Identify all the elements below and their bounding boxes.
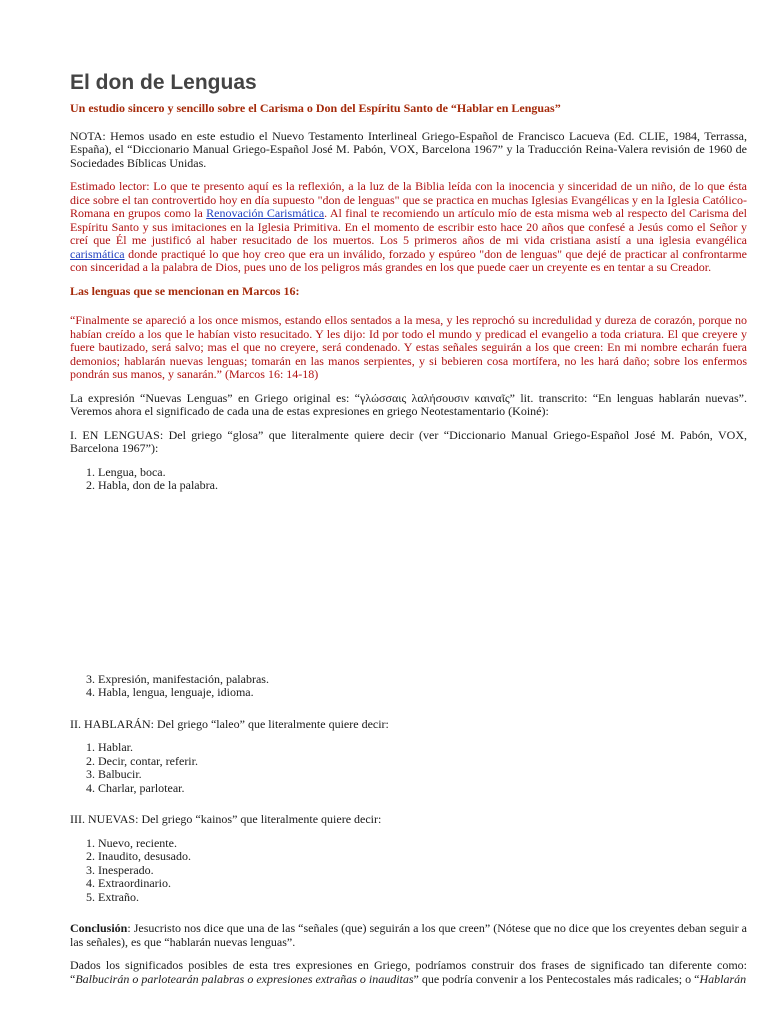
- section-heading-marcos: Las lenguas que se mencionan en Marcos 16:: [70, 283, 300, 298]
- list-item: 1. Nuevo, reciente.: [98, 837, 747, 851]
- list-item: 1. Lengua, boca.: [98, 466, 747, 480]
- page-title: El don de Lenguas: [70, 71, 257, 94]
- hablaran-intro: II. HABLARÁN: Del griego “laleo” que literalmente quiere decir:: [70, 716, 389, 731]
- list-item: 4. Extraordinario.: [98, 877, 747, 891]
- nuevas-intro: III. NUEVAS: Del griego “kainos” que literalmente quiere decir:: [70, 812, 382, 826]
- conclusion-paragraph: [70, 922, 747, 949]
- blank-space: [70, 505, 747, 673]
- hablaran-list: [70, 741, 747, 795]
- intro-text-3: donde practiqué lo que hoy creo que era un inválido, forzado y espúreo "don de lenguas" que dejé de practicar al confrontarme con sinceridad a la palabra de Dios, pues uno de los peligros más grandes en los que puede caer un creyente es en tentar a su Creador.: [70, 246, 747, 274]
- list-item: 2. Habla, don de la palabra.: [98, 479, 747, 493]
- final-italic-1: Balbucirán o parlotearán palabras o expresiones extrañas o inauditas: [75, 971, 414, 986]
- expresion-paragraph: La expresión “Nuevas Lenguas” en Griego original es: “γλώσσαις λαλήσουσιν καιναῖς” lit. transcrito: “En lenguas hablarán nuevas”. Veremos ahora el significado de cada una de estas expresiones en griego Neotestamentario (Koiné):: [70, 390, 747, 418]
- list-item: 1. Hablar.: [98, 741, 747, 755]
- intro-text-1: Estimado lector: Lo que te presento aquí es la reflexión, a la luz de la Biblia leída con la inocencia y sinceridad de un niño, de lo que ésta dice sobre el tan controvertido hoy en día supuesto "don de lenguas" que se practica en muchas Iglesias Evangélicas y en la Iglesia Católico-Romana en grupos como la: [70, 179, 747, 220]
- nuevas-list: [70, 837, 747, 905]
- final-text-2: ” que podría convenir a los Pentecostales más radicales; o “: [413, 971, 700, 986]
- lenguas-intro: I. EN LENGUAS: Del griego “glosa” que literalmente quiere decir (ver “Diccionario Manual Griego-Español José M. Pabón, VOX, Barcelona 1967”):: [70, 427, 747, 455]
- list-item: 2. Inaudito, desusado.: [98, 850, 747, 864]
- final-text-1: Dados los significados posibles de esta tres expresiones en Griego, podríamos construir dos frases de significado tan diferente como: “: [70, 958, 747, 986]
- intro-text-2: . Al final te recomiendo un artículo mío de esta misma web al respecto del Carisma del Espíritu Santo y sus imitaciones en la Iglesia Primitiva. En el momento de escribir esto hace 20 años que confesé a Jesús como el Señor y creí que Él me justificó al haber resucitado de los muertos. Los 5 primeros años de mi vida cristiana asistí a una iglesia evangélica: [70, 206, 747, 247]
- conclusion-label: Conclusión: [70, 921, 128, 935]
- link-carismatica[interactable]: carismática: [70, 246, 125, 261]
- list-item: 3. Balbucir.: [98, 768, 747, 782]
- list-item: 3. Inesperado.: [98, 864, 747, 878]
- lenguas-list-a: [70, 466, 747, 493]
- list-item: 2. Decir, contar, referir.: [98, 755, 747, 769]
- final-paragraph: [70, 959, 747, 986]
- article-subtitle: Un estudio sincero y sencillo sobre el Carisma o Don del Espíritu Santo de “Hablar en Lenguas”: [70, 101, 561, 115]
- final-italic-2: Hablarán: [699, 971, 747, 986]
- nota-paragraph: NOTA: Hemos usado en este estudio el Nuevo Testamento Interlineal Griego-Español de Francisco Lacueva (Ed. CLIE, 1984, Terrassa, España), el “Diccionario Manual Griego-Español José M. Pabón, VOX, Barcelona 1967” y la Traducción Reina-Valera revisión de 1960 de Sociedades Bíblicas Unidas.: [70, 128, 747, 170]
- marcos-quote: “Finalmente se apareció a los once mismos, estando ellos sentados a la mesa, y les reprochó su incredulidad y dureza de corazón, porque no habían creído a los que le habían visto resucitado. Y les dijo: Id por todo el mundo y predicad el evangelio a toda criatura. El que creyere y fuere bautizado, será salvo; mas el que no creyere, será condenado. Y estas señales seguirán a los que creen: En mi nombre echarán fuera demonios; hablarán nuevas lenguas; tomarán en las manos serpientes, y si bebieren cosa mortífera, no les hará daño; sobre los enfermos pondrán sus manos, y sanarán.” (Marcos 16: 14-18): [70, 313, 747, 381]
- article-body: [70, 64, 747, 996]
- list-item: 3. Expresión, manifestación, palabras.: [98, 673, 747, 687]
- intro-paragraph: [70, 180, 747, 275]
- link-renovacion-carismatica[interactable]: Renovación Carismática: [206, 206, 325, 220]
- lenguas-list-b: [70, 673, 747, 700]
- conclusion-text: : Jesucristo nos dice que una de las “señales (que) seguirán a los que creen” (Nótese que no dice que los creyentes deban seguir a las señales), es que “hablarán nuevas lenguas”.: [70, 921, 747, 949]
- list-item: 5. Extraño.: [98, 891, 747, 905]
- list-item: 4. Habla, lengua, lenguaje, idioma.: [98, 686, 747, 700]
- list-item: 4. Charlar, parlotear.: [98, 782, 747, 796]
